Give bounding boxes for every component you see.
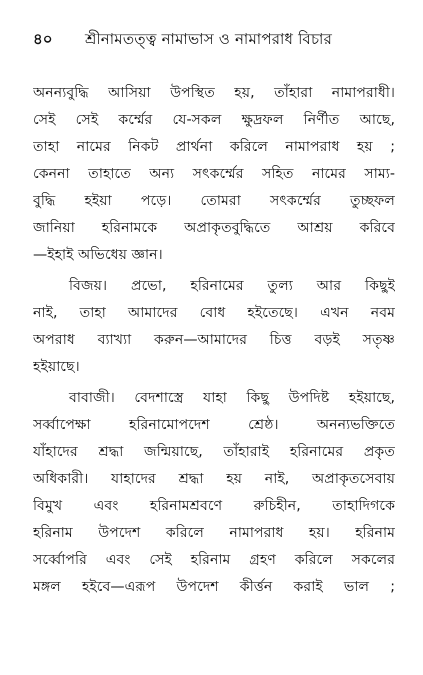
text-line: তাহা নামের নিকট প্রার্থনা করিলে নামাপরাধ হয় ; xyxy=(33,139,395,155)
text-line: বিমুখ এবং হরিনামশ্রবণে রুচিহীন, তাহাদিগকে xyxy=(33,498,395,514)
text-line: নাই, তাহা আমাদের বোধ হইতেছে। এখন নবম xyxy=(33,305,395,321)
text-line: সেই সেই কর্ম্মের যে-সকল ক্ষুদ্রফল নির্ণীত আছে, xyxy=(33,112,395,128)
body-text xyxy=(33,80,395,601)
text-line: বিজয়। প্রভো, হরিনামের তুল্য আর কিছুই xyxy=(69,278,395,294)
text-line: অনন্যবুদ্ধি আসিয়া উপস্থিত হয়, তাঁহারা নামাপরাধী। xyxy=(33,85,395,101)
text-line: কেননা তাহাতে অন্য সৎকর্ম্মের সহিত নামের সাম্য- xyxy=(33,166,395,182)
text-line: সর্ব্বাপেক্ষা হরিনামোপদেশ শ্রেষ্ঠ। অনন্যভক্তিতে xyxy=(33,417,395,433)
text-line: হরিনাম উপদেশ করিলে নামাপরাধ হয়। হরিনাম xyxy=(33,525,395,541)
text-line: যাঁহাদের শ্রদ্ধা জন্মিয়াছে, তাঁহারাই হরিনামের প্রকৃত xyxy=(33,444,395,460)
text-line: —ইহাই অভিধেয় জ্ঞান। xyxy=(33,247,163,263)
text-line: হইয়াছে। xyxy=(33,359,80,375)
paragraph-3 xyxy=(33,385,395,601)
page-number: ৪০ xyxy=(33,30,53,48)
text-line: বাবাজী। বেদশাস্ত্রে যাহা কিছু উপদিষ্ট হইয়াছে, xyxy=(69,390,395,406)
text-line: জানিয়া হরিনামকে অপ্রাকৃতবুদ্ধিতে আশ্রয় করিবে xyxy=(33,220,395,236)
running-title: শ্রীনামতত্ত্ব নামাভাস ও নামাপরাধ বিচার xyxy=(85,30,333,48)
text-line: মঙ্গল হইবে—এরূপ উপদেশ কীর্ত্তন করাই ভাল ; xyxy=(33,579,395,595)
text-line: অপরাধ ব্যাখ্যা করুন—আমাদের চিত্ত বড়ই সতৃষ্ণ xyxy=(33,332,395,348)
text-line: অধিকারী। যাহাদের শ্রদ্ধা হয় নাই, অপ্রাকৃতসেবায় xyxy=(33,471,395,487)
text-line: সর্ব্বোপরি এবং সেই হরিনাম গ্রহণ করিলে সকলের xyxy=(33,552,395,568)
paragraph-2 xyxy=(33,273,395,381)
paragraph-1 xyxy=(33,80,395,269)
text-line: বুদ্ধি হইয়া পড়ে। তোমরা সৎকর্ম্মের তুচ্ছফল xyxy=(33,193,395,209)
page-header xyxy=(33,28,393,58)
